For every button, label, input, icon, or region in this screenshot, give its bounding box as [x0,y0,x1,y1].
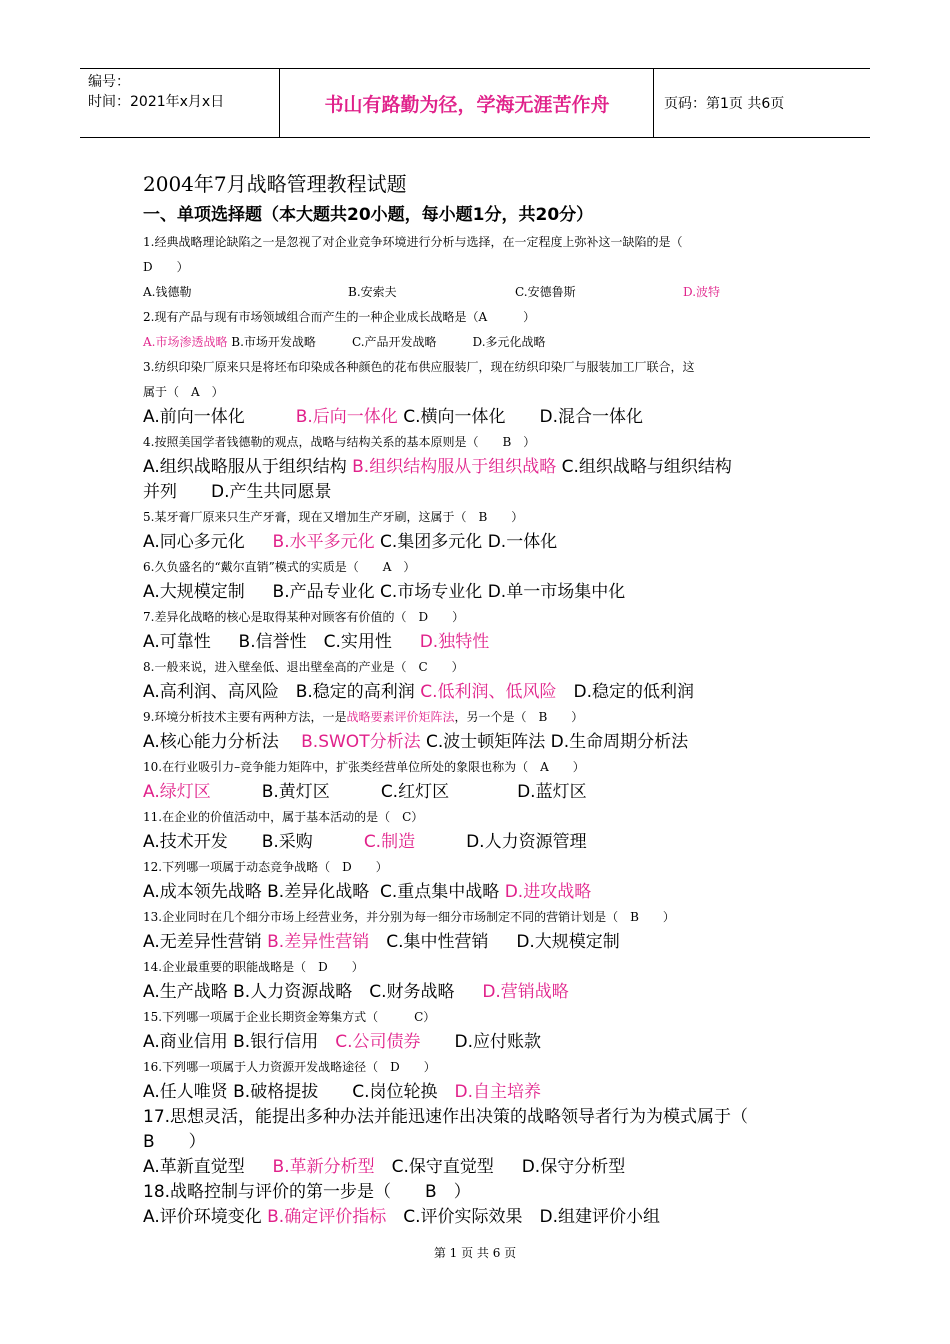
question-10-options: A.绿灯区 B.黄灯区 C.红灯区 D.蓝灯区 [143,782,587,802]
option-d: D.波特 [683,285,721,299]
question-1: 1.经典战略理论缺陷之一是忽视了对企业竞争环境进行分析与选择，在一定程度上弥补这一缺陷的是（ D ） [143,235,683,274]
question-5-options: A.同心多元化 B.水平多元化 C.集团多元化 D.一体化 [143,532,558,552]
question-2: 2.现有产品与现有市场领域组合而产生的一种企业成长战略是（A ） [143,310,536,324]
question-6-options: A.大规模定制 B.产品专业化 C.市场专业化 D.单一市场集中化 [143,582,626,602]
header-meta [80,69,280,137]
question-18: 18.战略控制与评价的第一步是（ B ） [143,1182,471,1202]
question-13-options: A.无差异性营销 B.差异性营销 C.集中性营销 D.大规模定制 [143,932,620,952]
question-15: 15.下列哪一项属于企业长期资金筹集方式（ C） [143,1010,436,1024]
question-12: 12.下列哪一项属于动态竞争战略（ D ） [143,860,388,874]
question-3: 3.纺织印染厂原来只是将坯布印染成各种颜色的花布供应服装厂，现在纺织印染厂与服装加工厂联合，这 属于（ A ） [143,360,695,399]
question-7: 7.差异化战略的核心是取得某种对顾客有价值的（ D ） [143,610,465,624]
question-17: 17.思想灵活，能提出多种办法并能迅速作出决策的战略领导者行为为模式属于（ B ） [143,1107,749,1152]
option-b: B.安索夫 [348,285,397,299]
question-4-options: A.组织战略服从于组织结构 B.组织结构服从于组织战略 C.组织战略与组织结构 并列 D.产生共同愿景 [143,457,732,502]
document-body [143,168,823,1230]
question-9-options: A.核心能力分析法 B.SWOT分析法 C.波士顿矩阵法 D.生命周期分析法 [143,732,689,752]
question-8: 8.一般来说，进入壁垒低、退出壁垒高的产业是（ C ） [143,660,464,674]
header-motto: 书山有路勤为径，学海无涯苦作舟 [281,69,654,137]
page-footer: 第 1 页 共 6 页 [433,1246,517,1260]
time-label: 时间：2021年x月x日 [88,94,225,110]
option-c: C.安德鲁斯 [515,285,576,299]
question-16-options: A.任人唯贤 B.破格提拔 C.岗位轮换 D.自主培养 [143,1082,541,1102]
question-9: 9.环境分析技术主要有两种方法，一是战略要素评价矩阵法，另一个是（ B ） [143,710,584,724]
question-18-options: A.评价环境变化 B.确定评价指标 C.评价实际效果 D.组建评价小组 [143,1207,660,1227]
question-10: 10.在行业吸引力–竞争能力矩阵中，扩张类经营单位所处的象限也称为（ A ） [143,760,585,774]
question-3-options: A.前向一体化 B.后向一体化 C.横向一体化 D.混合一体化 [143,407,643,427]
question-12-options: A.成本领先战略 B.差异化战略 C.重点集中战略 D.进攻战略 [143,882,592,902]
option-a: A.钱德勒 [143,285,192,299]
question-13: 13.企业同时在几个细分市场上经营业务，并分别为每一细分市场制定不同的营销计划是（ B ） [143,910,675,924]
question-2-options: A.市场渗透战略 B.市场开发战略 C.产品开发战略 D.多元化战略 [143,335,546,349]
question-11-options: A.技术开发 B.采购 C.制造 D.人力资源管理 [143,832,587,852]
question-7-options: A.可靠性 B.信誉性 C.实用性 D.独特性 [143,632,490,652]
number-label: 编号： [88,74,130,90]
question-14-options: A.生产战略 B.人力资源战略 C.财务战略 D.营销战略 [143,982,569,1002]
document-title: 2004年7月战略管理教程试题 [143,172,407,196]
question-8-options: A.高利润、高风险 B.稳定的高利润 C.低利润、低风险 D.稳定的低利润 [143,682,694,702]
header-page-info: 页码：第1页 共6页 [664,96,785,112]
question-14: 14.企业最重要的职能战略是（ D ） [143,960,364,974]
question-1-options [143,280,823,305]
question-11: 11.在企业的价值活动中，属于基本活动的是（ C） [143,810,424,824]
question-5: 5.某牙膏厂原来只生产牙膏，现在又增加生产牙刷，这属于（ B ） [143,510,524,524]
question-16: 16.下列哪一项属于人力资源开发战略途径（ D ） [143,1060,436,1074]
question-6: 6.久负盛名的“戴尔直销”模式的实质是（ A ） [143,560,416,574]
section-heading: 一、单项选择题（本大题共20小题，每小题1分，共20分） [143,205,594,225]
question-15-options: A.商业信用 B.银行信用 C.公司债券 D.应付账款 [143,1032,541,1052]
page-header [80,68,870,138]
question-17-options: A.革新直觉型 B.革新分析型 C.保守直觉型 D.保守分析型 [143,1157,626,1177]
question-4: 4.按照美国学者钱德勒的观点，战略与结构关系的基本原则是（ B ） [143,435,536,449]
